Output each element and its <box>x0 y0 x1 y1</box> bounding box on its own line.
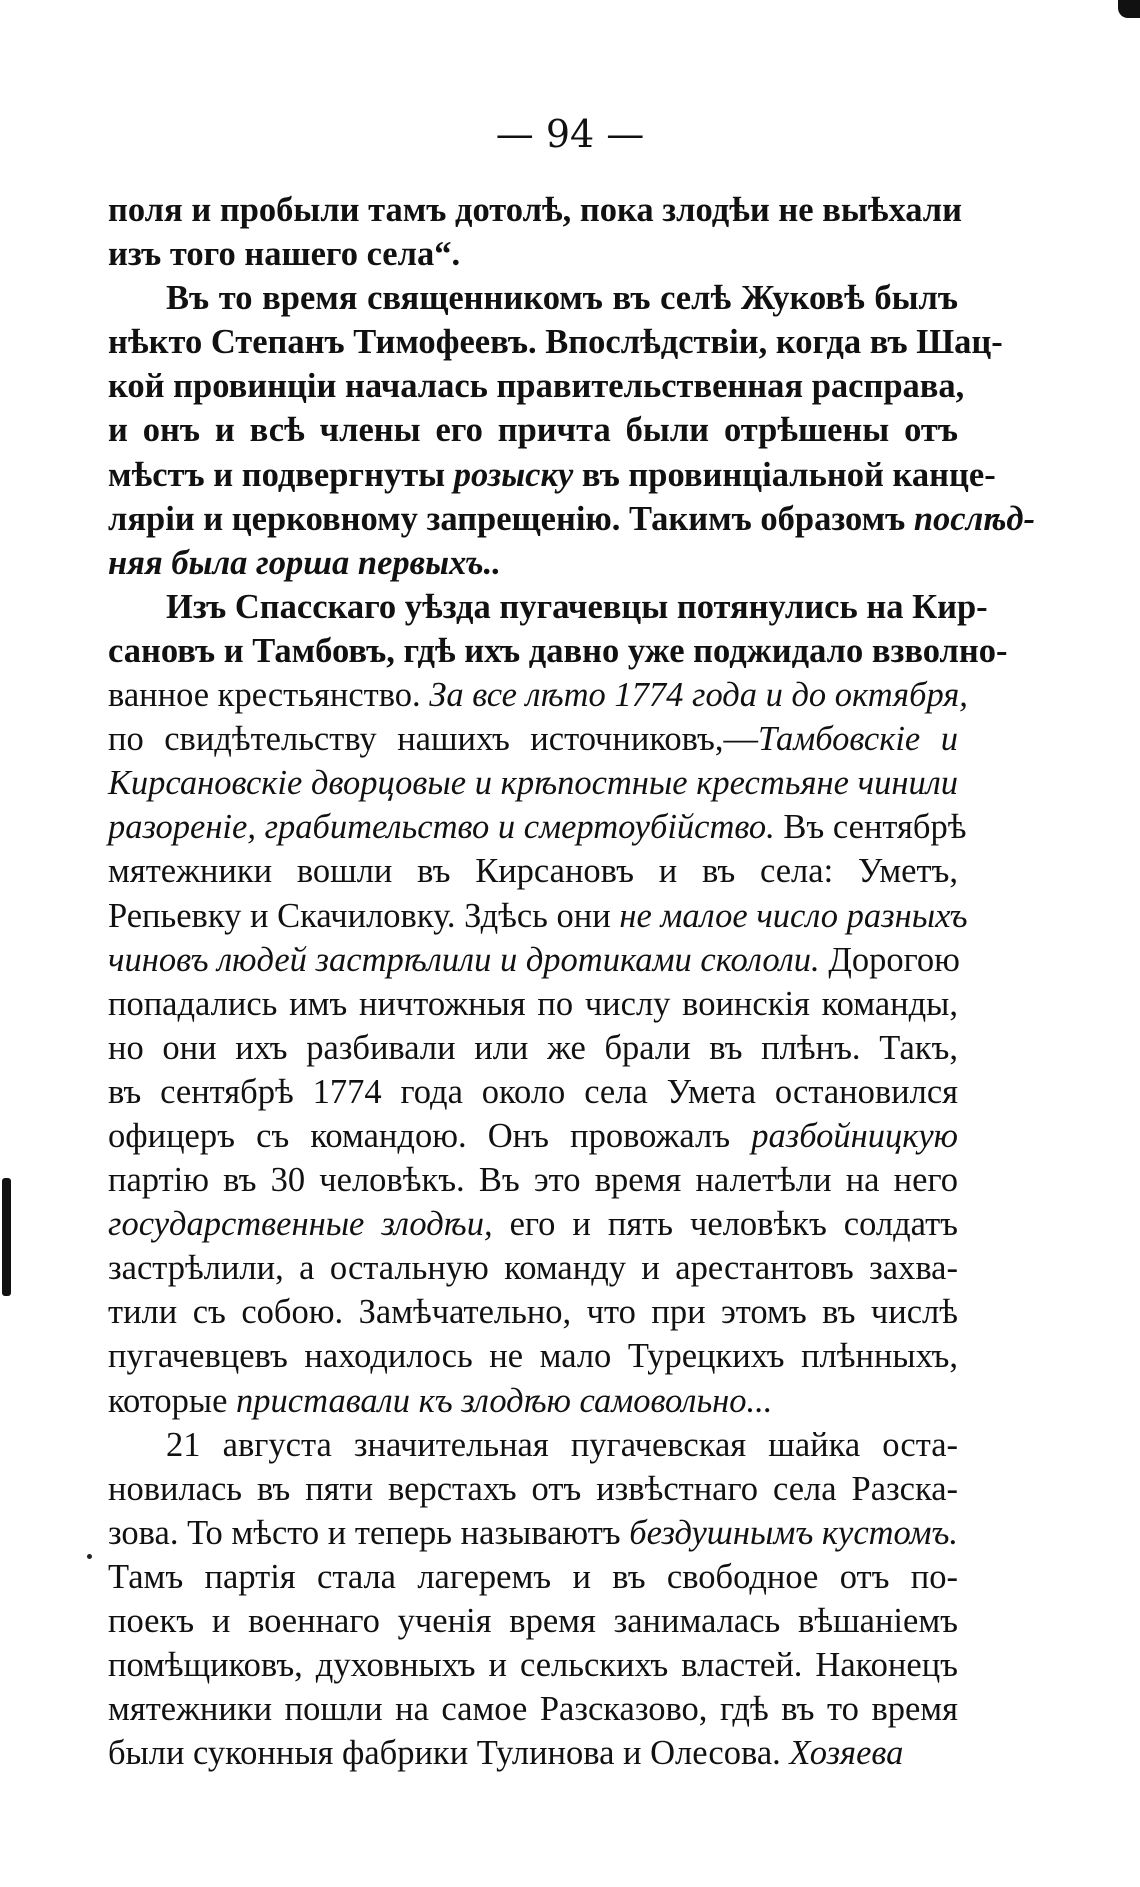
italic-text-segment: разбойницкую <box>751 1116 958 1155</box>
text-segment: но они ихъ разбивали или же брали въ плѣнъ. Такъ, <box>108 1028 958 1067</box>
text-segment: изъ того нашего села“. <box>108 235 461 274</box>
italic-text-segment: государственные злодѣи, <box>108 1205 493 1244</box>
text-line <box>108 894 968 938</box>
text-segment: кой провинціи началась правительственная расправа, <box>108 367 965 406</box>
text-segment: мятежники пошли на самое Разсказово, гдѣ въ то время <box>108 1690 958 1729</box>
italic-text-segment: няя была горша первыхъ.. <box>108 543 501 582</box>
text-line <box>108 1114 958 1158</box>
scan-edge-mark <box>2 1178 11 1296</box>
text-segment: мѣстъ и подвергнуты <box>108 455 454 494</box>
text-line <box>108 1290 958 1334</box>
text-line <box>108 1026 958 1070</box>
text-line <box>108 982 958 1026</box>
italic-text-segment: розыску <box>453 455 574 494</box>
text-segment: ванное крестьянство. <box>108 676 430 715</box>
text-line <box>108 276 958 320</box>
text-line <box>108 629 1008 673</box>
text-line <box>108 1599 958 1643</box>
text-segment: Репьевку и Скачиловку. Здѣсь они <box>108 896 620 935</box>
text-segment: застрѣлили, а остальную команду и арестантовъ захва- <box>108 1249 958 1288</box>
text-line <box>108 541 958 585</box>
text-segment: мятежники вошли въ Кирсановъ и въ села: Уметъ, <box>108 852 958 891</box>
text-line <box>108 1643 958 1687</box>
text-segment: попадались имъ ничтожныя по числу воинскія команды, <box>108 984 958 1023</box>
text-line <box>108 717 958 761</box>
text-line <box>108 1202 958 1246</box>
text-segment: помѣщиковъ, духовныхъ и сельскихъ властей. Наконецъ <box>108 1646 958 1685</box>
text-segment: Въ сентябрѣ <box>774 808 967 847</box>
text-segment: были суконныя фабрики Тулинова и Олесова. <box>108 1734 790 1773</box>
text-line <box>108 1379 958 1423</box>
text-segment: Въ то время священникомъ въ селѣ Жуковѣ былъ <box>166 279 958 318</box>
italic-text-segment: приставали къ злодѣю самовольно... <box>236 1381 773 1420</box>
text-line <box>108 453 996 497</box>
text-segment: пугачевцевъ находилось не мало Турецкихъ плѣнныхъ, <box>108 1337 958 1376</box>
text-segment: Тамъ партія стала лагеремъ и въ свободное отъ по- <box>108 1557 958 1596</box>
text-line <box>108 320 1003 364</box>
italic-text-segment: Тамбовскіе и <box>758 720 958 759</box>
text-line <box>108 585 988 629</box>
italic-text-segment: Кирсановскіе дворцовые и крѣпостные крестьяне чинили <box>108 764 958 803</box>
text-line <box>108 1070 958 1114</box>
text-line <box>108 1423 958 1467</box>
text-line <box>108 364 965 408</box>
text-line <box>108 1731 958 1775</box>
text-segment: ляріи и церковному запрещенію. Такимъ образомъ <box>108 499 914 538</box>
text-line <box>108 761 958 805</box>
text-line <box>108 938 958 982</box>
text-segment: Дорогою <box>819 940 960 979</box>
text-segment: нѣкто Степанъ Тимофеевъ. Впослѣдствіи, когда въ Шац- <box>108 323 1003 362</box>
text-line <box>108 805 967 849</box>
text-line <box>108 408 958 452</box>
text-line <box>108 1467 958 1511</box>
text-segment: партію въ 30 человѣкъ. Въ это время налетѣли на него <box>108 1161 958 1200</box>
text-segment: въ провинціальной канце- <box>573 455 996 494</box>
body-text <box>108 188 1035 1775</box>
italic-text-segment: чиновъ людей застрѣлили и дротиками скололи. <box>108 940 820 979</box>
text-line <box>108 673 968 717</box>
text-segment: по свидѣтельству нашихъ источниковъ,— <box>108 720 758 759</box>
text-segment: тили съ собою. Замѣчательно, что при этомъ въ числѣ <box>108 1293 958 1332</box>
text-line <box>108 232 958 276</box>
text-line <box>108 849 958 893</box>
text-segment: его и пять человѣкъ солдатъ <box>492 1205 958 1244</box>
text-segment: зова. То мѣсто и теперь называютъ <box>108 1513 630 1552</box>
text-line <box>108 497 1035 541</box>
text-segment: поекъ и военнаго ученія время занималась вѣшаніемъ <box>108 1602 958 1640</box>
text-line <box>108 1246 958 1290</box>
italic-text-segment: За все лѣто 1774 года и до октября, <box>429 676 968 715</box>
italic-text-segment: Хозяева <box>789 1734 904 1773</box>
text-line <box>108 1511 958 1555</box>
text-segment: и онъ и всѣ члены его причта были отрѣшены отъ <box>108 411 958 450</box>
text-segment: которые <box>108 1381 237 1420</box>
text-segment: сановъ и Тамбовъ, гдѣ ихъ давно уже поджидало взволно- <box>108 631 1008 670</box>
text-line <box>108 1334 958 1378</box>
italic-text-segment: послѣд- <box>913 499 1035 538</box>
text-segment: новилась въ пяти верстахъ отъ извѣстнаго села Разска- <box>108 1469 958 1508</box>
page-number: — 94 — <box>495 112 645 156</box>
italic-text-segment: не малое число разныхъ <box>619 896 968 935</box>
text-segment: Изъ Спасскаго уѣзда пугачевцы потянулись на Кир- <box>166 587 988 626</box>
scan-dot-mark <box>87 1554 92 1559</box>
text-segment: офицеръ съ командою. Онъ провожалъ <box>108 1116 752 1155</box>
text-segment: поля и пробыли тамъ дотолѣ, пока злодѣи не выѣхали <box>108 191 963 229</box>
italic-text-segment: бездушнымъ кустомъ. <box>629 1513 959 1552</box>
text-line <box>108 1555 958 1599</box>
text-line <box>108 188 963 232</box>
italic-text-segment: разореніе, грабительство и смертоубійство. <box>108 808 775 847</box>
text-segment: въ сентябрѣ 1774 года около села Умета остановился <box>108 1072 958 1111</box>
scan-corner-mark <box>1118 0 1140 18</box>
text-line <box>108 1158 958 1202</box>
text-line <box>108 1687 958 1731</box>
text-segment: 21 августа значительная пугачевская шайка оста- <box>166 1425 958 1464</box>
